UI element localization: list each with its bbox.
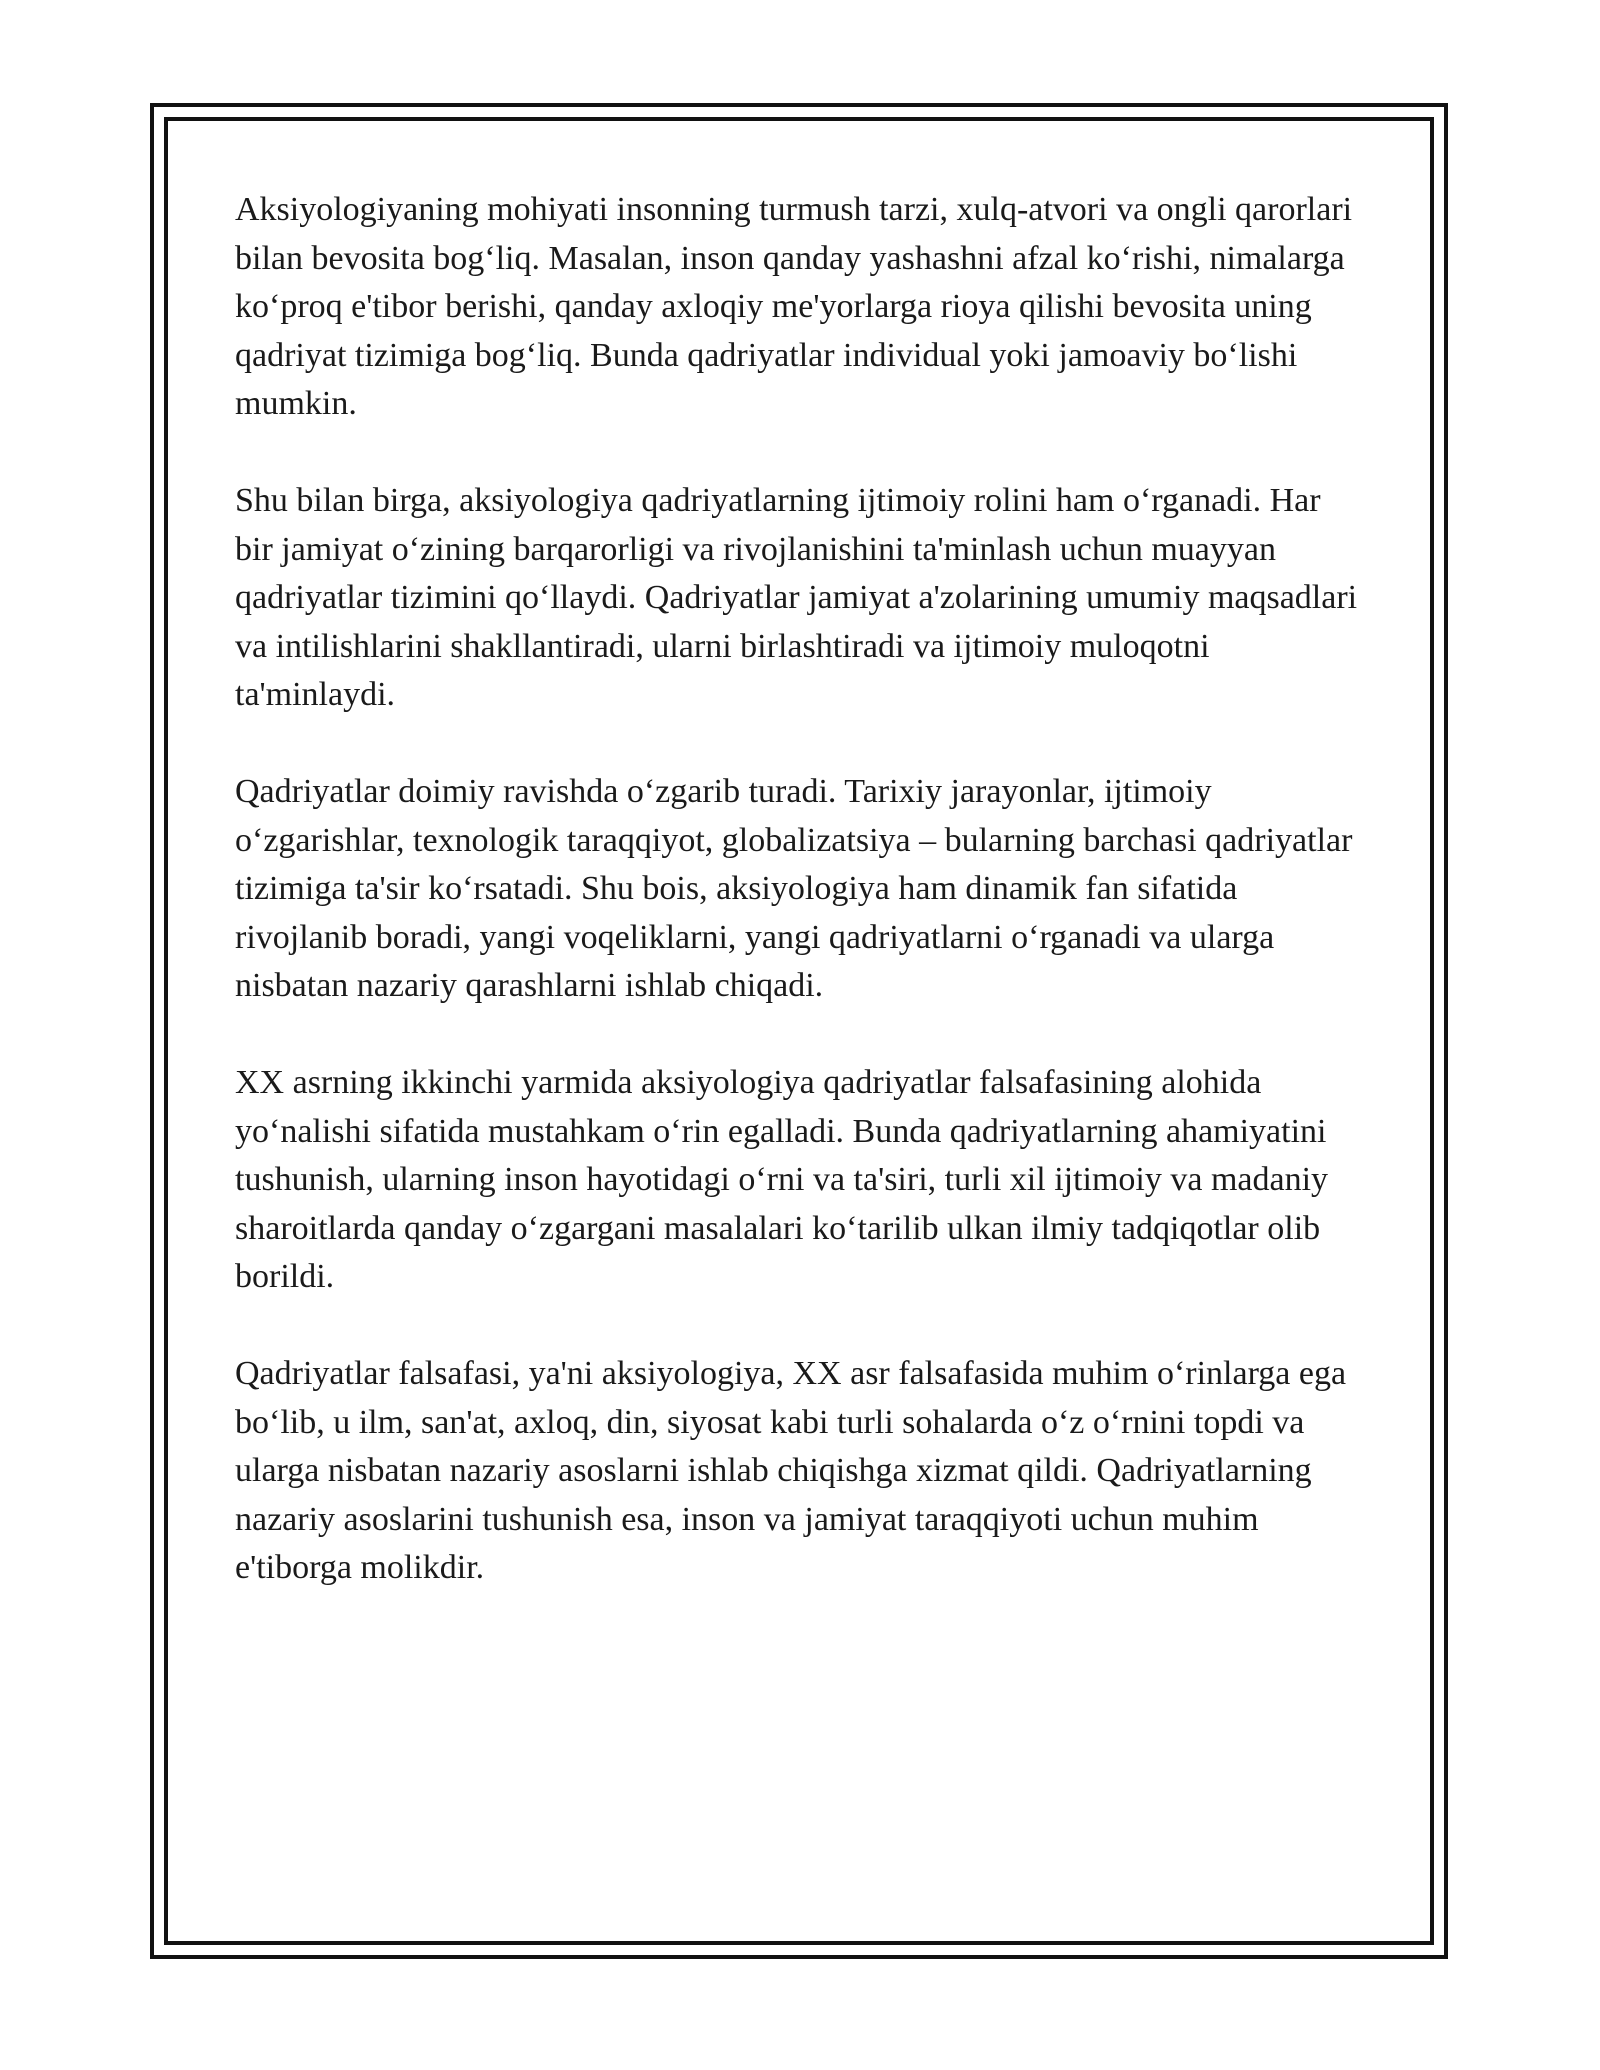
paragraph: Aksiyologiyaning mohiyati insonning turmush tarzi, xulq-atvori va ongli qarorlari bilan bevosita bog‘liq. Masalan, inson qanday yashashni afzal ko‘rishi, nimalarga ko‘proq e'tibor berishi, qanday axloqiy me'yorlarga rioya qilishi bevosita uning qadriyat tizimiga bog‘liq. Bunda qadriyatlar individual yoki jamoaviy bo‘lishi mumkin. [235, 191, 1353, 422]
paragraph: Shu bilan birga, aksiyologiya qadriyatlarning ijtimoiy rolini ham o‘rganadi. Har bir jamiyat o‘zining barqarorligi va rivojlanishini ta'minlash uchun muayyan qadriyatlar tizimini qo‘llaydi. Qadriyatlar jamiyat a'zolarining umumiy maqsadlari va intilishlarini shakllantiradi, ularni birlashtiradi va ijtimoiy muloqotni ta'minlaydi. [235, 482, 1358, 713]
paragraph: XX asrning ikkinchi yarmida aksiyologiya qadriyatlar falsafasining alohida yo‘nalishi sifatida mustahkam o‘rin egalladi. Bunda qadriyatlarning ahamiyatini tushunish, ularning inson hayotidagi o‘rni va ta'siri, turli xil ijtimoiy va madaniy sharoitlarda qanday o‘zgargani masalalari ko‘tarilib ulkan ilmiy tadqiqotlar olib borildi. [235, 1064, 1329, 1295]
paragraph: Qadriyatlar doimiy ravishda o‘zgarib turadi. Tarixiy jarayonlar, ijtimoiy o‘zgarishlar, texnologik taraqqiyot, globalizatsiya – bularning barchasi qadriyatlar tizimiga ta'sir ko‘rsatadi. Shu bois, aksiyologiya ham dinamik fan sifatida rivojlanib boradi, yangi voqeliklarni, yangi qadriyatlarni o‘rganadi va ularga nisbatan nazariy qarashlarni ishlab chiqadi. [235, 773, 1353, 1004]
document-body [235, 186, 1365, 1593]
paragraph: Qadriyatlar falsafasi, ya'ni aksiyologiya, XX asr falsafasida muhim o‘rinlarga ega bo‘lib, u ilm, san'at, axloq, din, siyosat kabi turli sohalarda o‘z o‘rnini topdi va ularga nisbatan nazariy asoslarni ishlab chiqishga xizmat qildi. Qadriyatlarning nazariy asoslarini tushunish esa, inson va jamiyat taraqqiyoti uchun muhim e'tiborga molikdir. [235, 1355, 1347, 1586]
